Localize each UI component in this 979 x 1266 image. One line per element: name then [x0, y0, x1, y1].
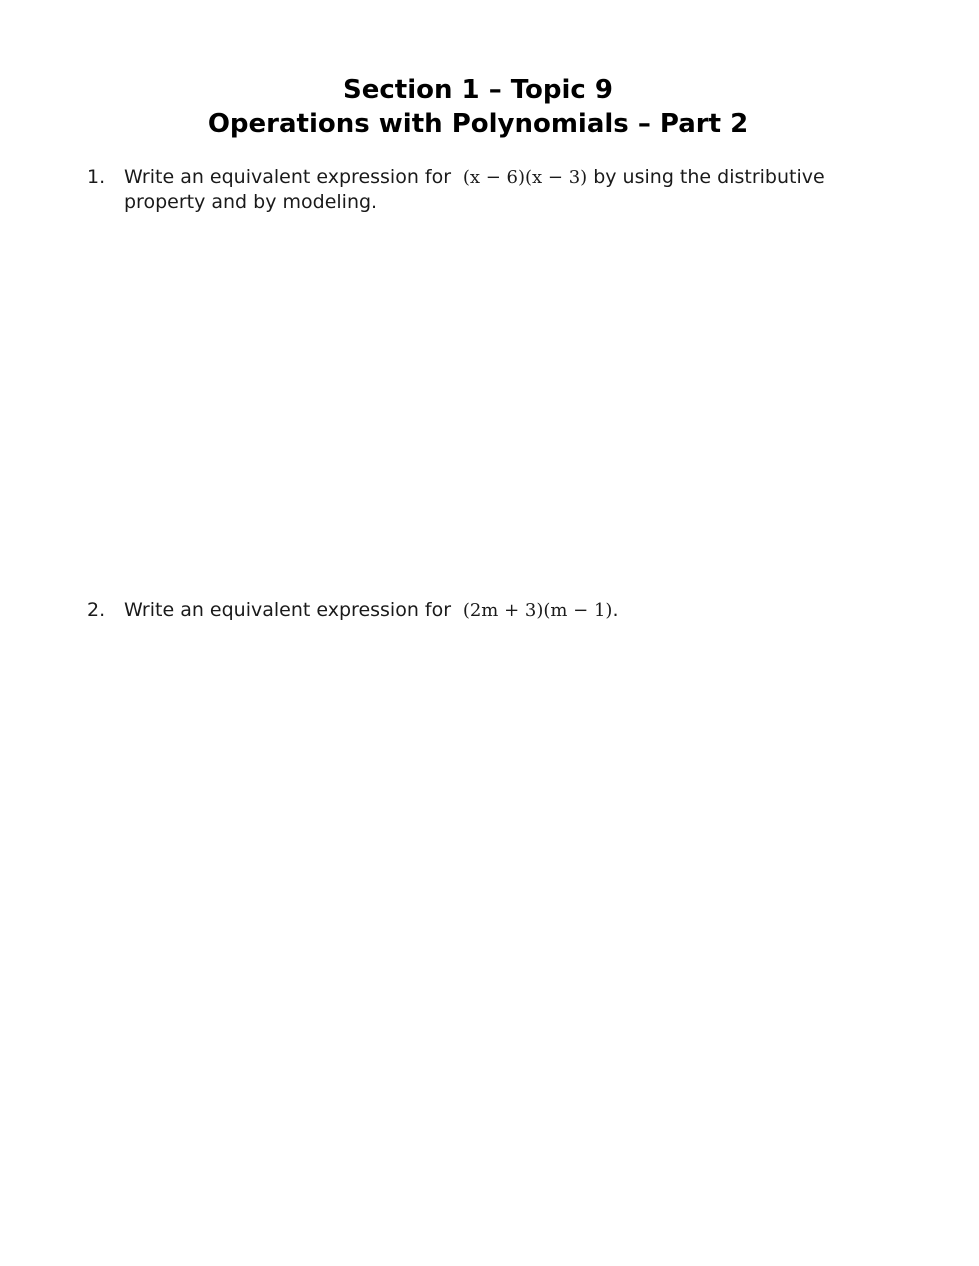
- question-number: 1.: [87, 166, 106, 188]
- question-text: [124, 165, 877, 214]
- question-prompt-end: by using the distributive property and by modeling.: [124, 166, 825, 213]
- section-title: Section 1 – Topic 9: [343, 75, 613, 105]
- math-expression: (x − 6)(x − 3): [457, 167, 588, 188]
- question-prompt: Write an equivalent expression for: [124, 599, 452, 621]
- math-expression: (2m + 3)(m − 1): [457, 600, 613, 621]
- question-1: [87, 165, 877, 214]
- topic-title: Operations with Polynomials – Part 2: [207, 109, 749, 139]
- question-text: [124, 598, 877, 623]
- question-number: 2.: [87, 599, 106, 621]
- question-prompt: Write an equivalent expression for: [124, 166, 452, 188]
- question-prompt-end: .: [612, 599, 619, 621]
- question-2: [87, 598, 877, 623]
